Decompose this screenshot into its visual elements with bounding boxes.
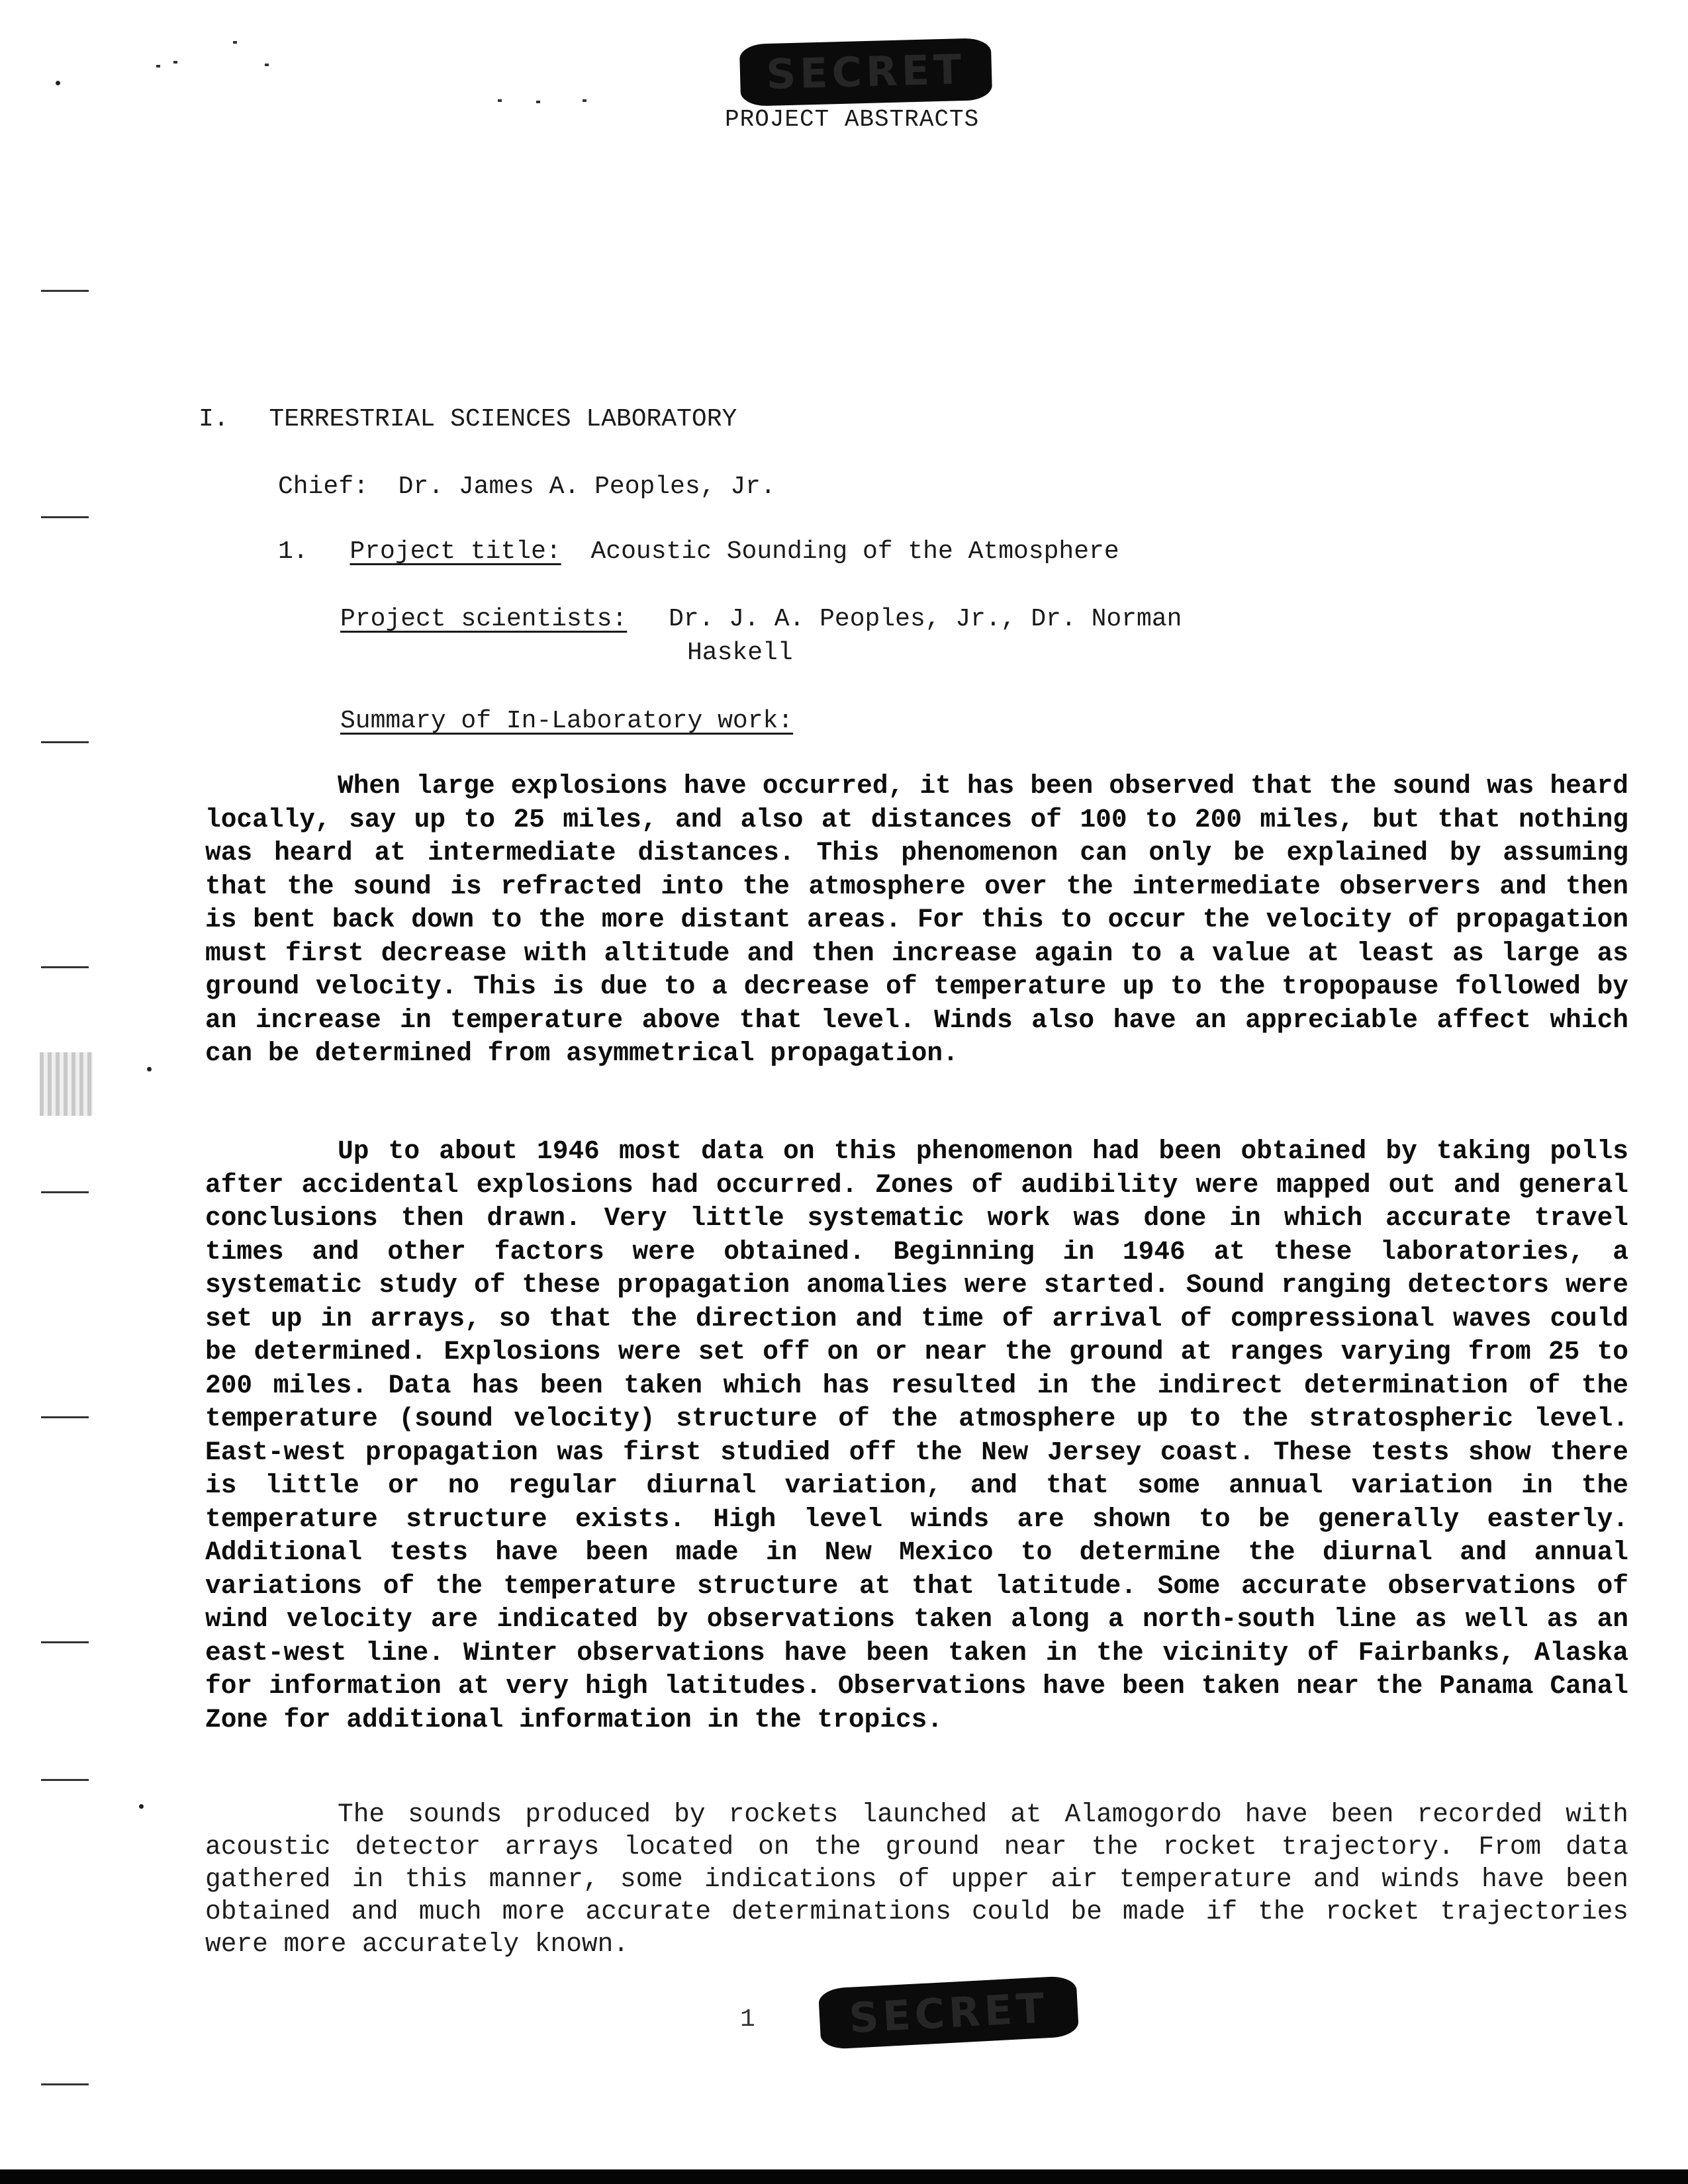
section-title: TERRESTRIAL SCIENCES LABORATORY	[269, 405, 737, 433]
chief-line	[278, 473, 776, 501]
margin-mark	[41, 1191, 89, 1193]
margin-mark	[41, 966, 89, 968]
project-title: Acoustic Sounding of the Atmosphere	[590, 537, 1119, 566]
margin-mark	[41, 1779, 89, 1781]
page-header: PROJECT ABSTRACTS	[725, 106, 980, 133]
scan-speck	[233, 41, 237, 44]
project-scientists-line	[340, 605, 1182, 633]
margin-mark	[41, 1641, 89, 1643]
margin-mark	[41, 2083, 89, 2085]
project-number: 1.	[278, 537, 308, 566]
margin-dot	[56, 81, 60, 85]
section-heading	[199, 405, 737, 433]
scan-speck	[583, 99, 586, 102]
project-scientists: Dr. J. A. Peoples, Jr., Dr. Norman	[669, 605, 1182, 633]
scan-speck	[173, 61, 177, 64]
scan-speck	[265, 64, 269, 66]
margin-mark	[41, 1416, 89, 1418]
margin-mark	[41, 741, 89, 743]
section-number: I.	[199, 405, 229, 433]
project-scientists-label: Project scientists:	[340, 605, 628, 633]
chief-name: Dr. James A. Peoples, Jr.	[398, 473, 776, 501]
page-number: 1	[740, 2005, 755, 2034]
margin-mark	[41, 516, 89, 518]
project-scientists-continued: Haskell	[687, 639, 793, 667]
chief-label: Chief:	[278, 473, 369, 501]
project-title-label: Project title:	[350, 537, 561, 566]
classification-stamp-bottom: SECRET	[818, 1976, 1079, 2050]
paragraph-1: When large explosions have occurred, it has been observed that the sound was heard locally, say up to 25 miles, and also at distances of 100 to 200 miles, but that nothing was heard at intermediate distances. This phenomenon can only be explained by assuming that the sound is refracted into the atmosphere over the intermediate observers and then is bent back down to the more distant areas. For this to occur the velocity of propagation must first decrease with altitude and then increase again to a value at least as large as ground velocity. This is due to a decrease of temperature up to the tropopause followed by an increase in temperature above that level. Winds also have an appreciable affect which can be determined from asymmetrical propagation.	[205, 771, 1628, 1068]
scan-speck	[156, 65, 160, 68]
hole-punch-artifact	[40, 1052, 93, 1116]
margin-dot	[139, 1804, 144, 1809]
project-title-line	[278, 537, 1119, 566]
scan-speck	[536, 101, 540, 103]
classification-stamp-top: SECRET	[739, 38, 992, 107]
summary-heading: Summary of In-Laboratory work:	[340, 707, 794, 735]
paragraph-3: The sounds produced by rockets launched at Alamogordo have been recorded with acoustic detector arrays located on the ground near the rocket trajectory. From data gathered in this manner, some indications of upper air temperature and winds have been obtained and much more accurate determinations could be made if the rocket trajectories were more accurately known.	[205, 1799, 1628, 1959]
scan-bottom-edge	[0, 2169, 1688, 2184]
margin-mark	[41, 290, 89, 292]
scan-speck	[498, 99, 502, 102]
paragraph-2: Up to about 1946 most data on this phenomenon had been obtained by taking polls after accidental explosions had occurred. Zones of audibility were mapped out and general conclusions then drawn. Very little systematic work was done in which accurate travel times and other factors were obtained. Beginning in 1946 at these laboratories, a systematic study of these propagation anomalies were started. Sound ranging detectors were set up in arrays, so that the direction and time of arrival of compressional waves could be determined. Explosions were set off on or near the ground at ranges varying from 25 to 200 miles. Data has been taken which has resulted in the indirect determination of the temperature (sound velocity) structure of the atmosphere up to the stratospheric level. East-west propagation was first studied off the New Jersey coast. These tests show there is little or no regular diurnal variation, and that some annual variation in the temperature structure exists. High level winds are shown to be generally easterly. Additional tests have been made in New Mexico to determine the diurnal and annual variations of the temperature structure at that latitude. Some accurate observations of wind velocity are indicated by observations taken along a north-south line as well as an east-west line. Winter observations have been taken in the vicinity of Fairbanks, Alaska for information at very high latitudes. Observations have been taken near the Panama Canal Zone for additional information in the tropics.	[205, 1136, 1628, 1735]
margin-dot	[147, 1067, 152, 1071]
